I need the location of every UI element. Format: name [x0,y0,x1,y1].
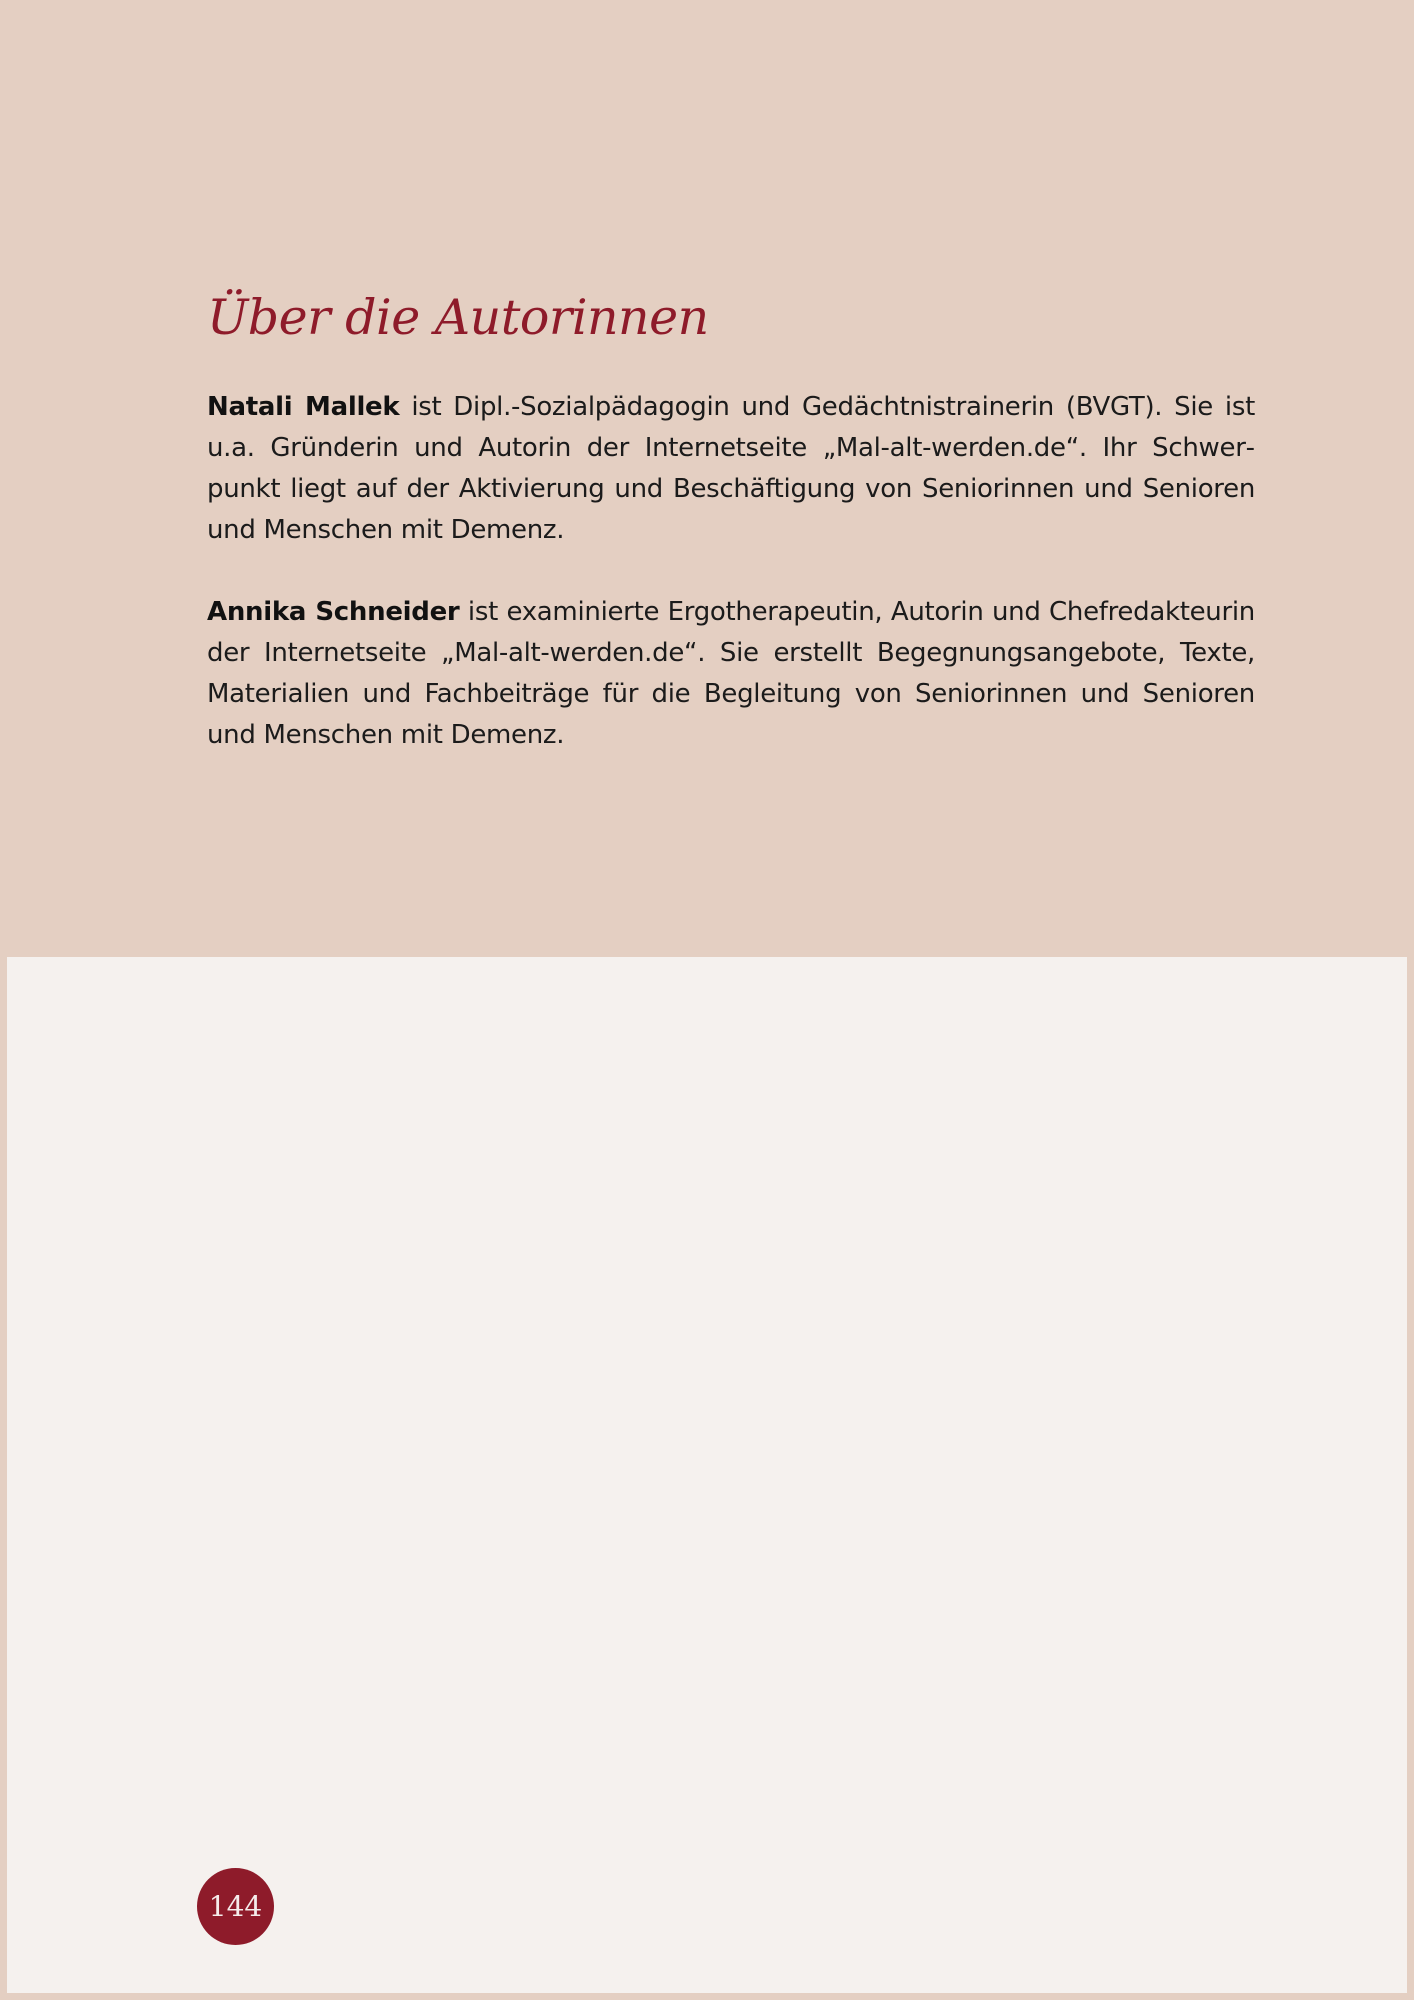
page-number-badge: 144 [197,1868,274,1945]
author-bio-natali-mallek [207,387,1255,551]
author-name: Natali Mallek [207,392,400,422]
authors-section [207,283,1255,756]
section-heading: Über die Autorinnen [207,289,709,346]
author-bio-annika-schneider [207,592,1255,756]
author-name: Annika Schneider [207,597,460,627]
author-bio-text: ist examinierte Ergotherapeutin, Autorin und Chefredakteurin der Internetseite „Mal-alt-werden.de“. Sie erstellt Begegnungsangebote, Texte, Materialien und Fachbeiträge für die Begleitung von Seniorinnen und Senioren und Menschen mit Demenz. [207,597,1255,750]
lower-blank-panel [7,957,1407,1993]
author-bio-text: ist Dipl.-Sozialpädagogin und Gedächtnistrainerin (BVGT). Sie ist u.a. Gründerin und Autorin der Internetseite „Mal-alt-werden.de“. Ihr Schwerpunkt liegt auf der Aktivierung und Beschäftigung von Seniorinnen und Senioren und Menschen mit Demenz. [207,392,1255,545]
